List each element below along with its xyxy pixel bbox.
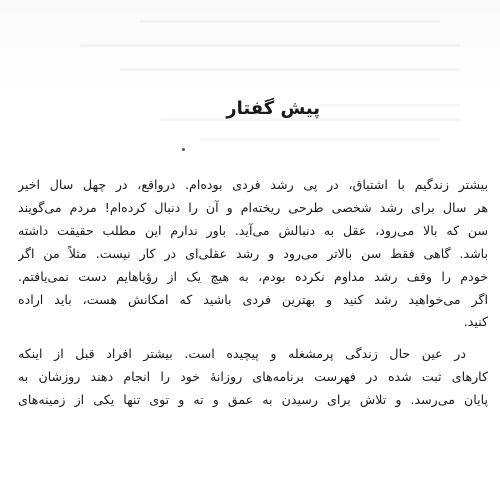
paragraph-1 (18, 174, 488, 334)
page-title: پیش گفتار (226, 98, 320, 119)
show-through-text (0, 0, 500, 150)
text-line: بیشتر زندگیم با اشتیاق، در پی رشد فردی بوده‌ام. درواقع، در چهل سال اخیر (18, 177, 488, 192)
body-text (18, 174, 488, 412)
text-line: باشد. گاهی فقط سن بالاتر می‌رود و رشد عقلی‌ای در کار نیست. مثلاً من اگر (18, 245, 488, 261)
text-line: کنید. (463, 314, 488, 330)
text-line: کارهای ثبت شده در فهرست برنامه‌های روزانهٔ خود را انجام دهند روزشان به (18, 369, 488, 385)
text-line: سن که بالا می‌رود، عقل به دنبالش می‌آید. باور ندارم این مطلب حقیقت داشته (18, 222, 488, 238)
text-line: در عین حال زندگی پرمشغله و پیچیده است. بیشتر افراد قبل از اینکه (18, 346, 466, 362)
ink-speck (182, 148, 185, 151)
text-line: پایان می‌رسد. و تلاش برای رسیدن به عمق و ته و توی تنها یکی از زمینه‌های (18, 392, 488, 408)
paragraph-2 (18, 343, 488, 412)
text-line: خودم را وقف رشد مداوم نکرده بودم، به هیچ یک از رؤیاهایم دست نمی‌یافتم. (18, 268, 488, 284)
text-line: هر سال برای رشد شخصی طرحی ریخته‌ام و آن را دنبال کرده‌ام! مردم می‌گویند (18, 199, 488, 215)
text-line: اگر می‌خواهید رشد کنید و بهترین فردی باشید که امکانش هست، باید اراده (18, 291, 488, 307)
